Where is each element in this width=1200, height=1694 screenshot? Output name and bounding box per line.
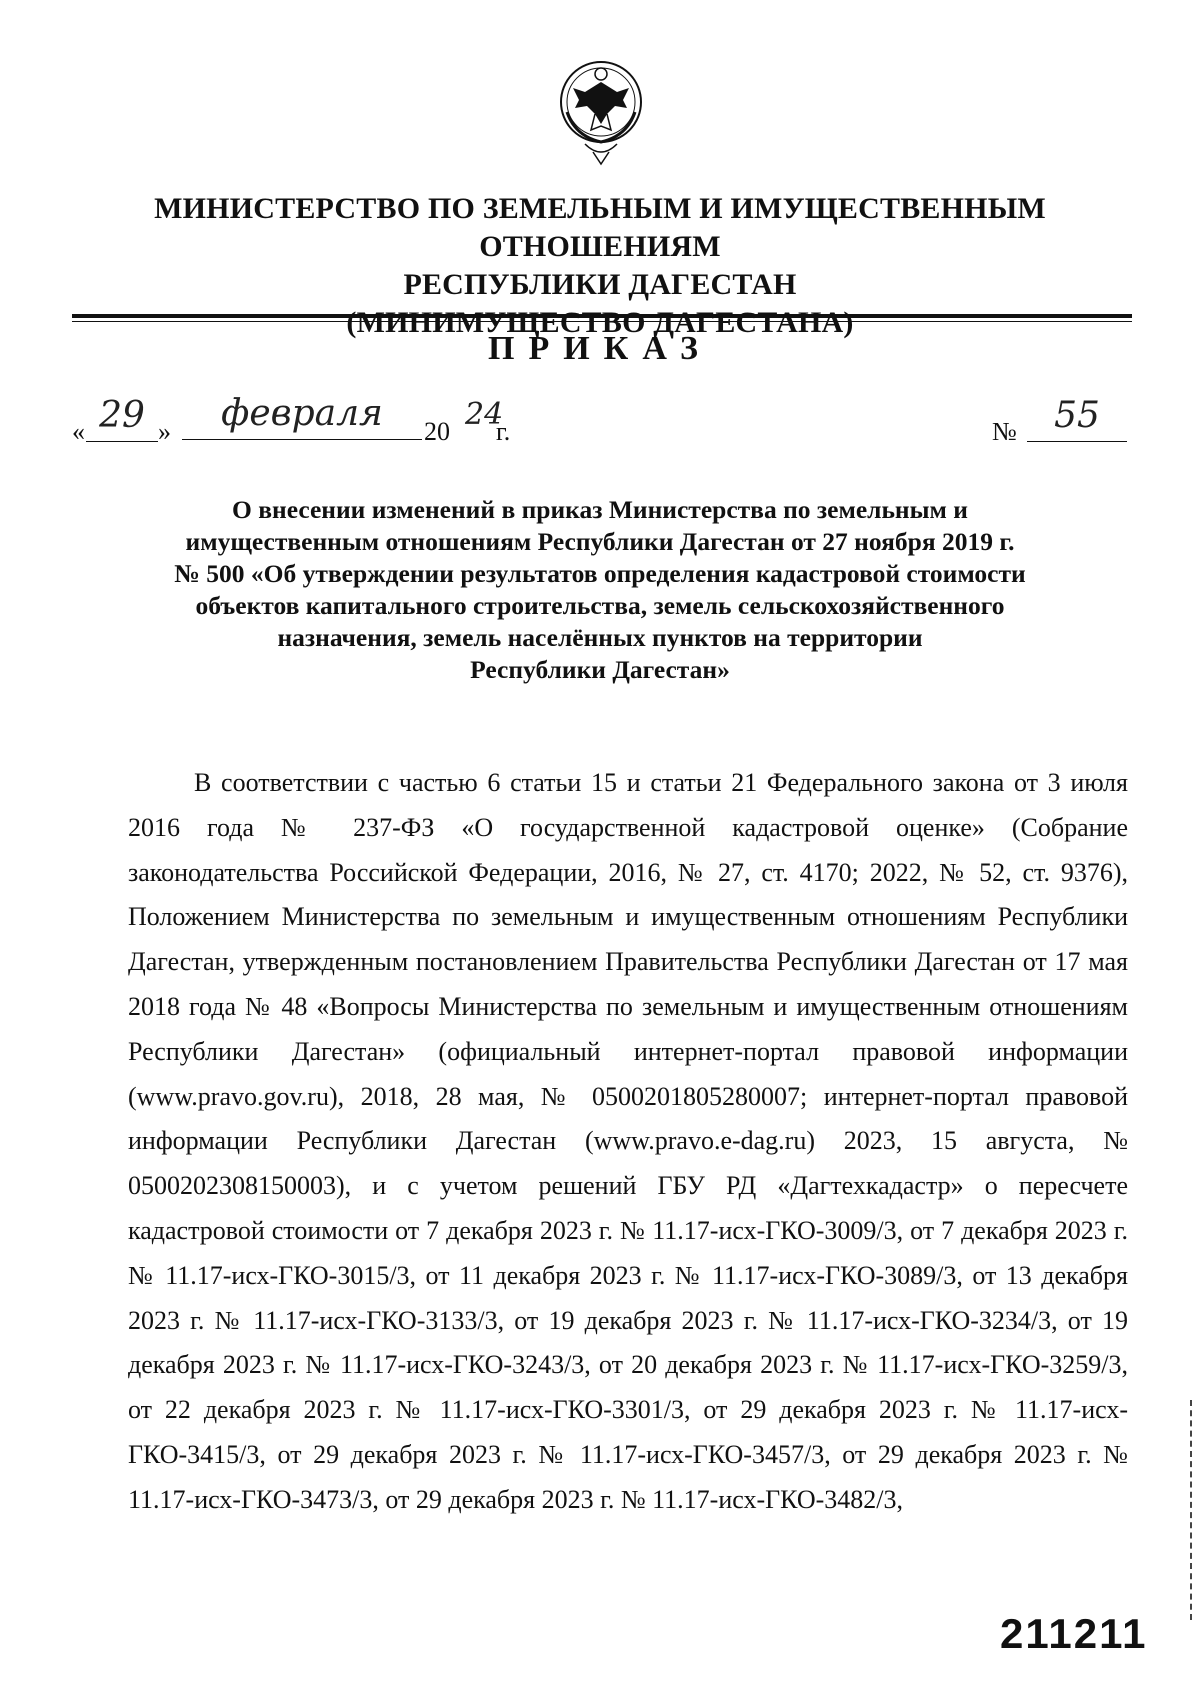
subject-line-4: объектов капитального строительства, земель сельскохозяйственного	[195, 591, 1005, 620]
ministry-name-line-1: МИНИСТЕРСТВО ПО ЗЕМЕЛЬНЫМ И ИМУЩЕСТВЕННЫМ ОТНОШЕНИЯМ	[154, 192, 1046, 263]
order-year-handwritten: 24	[465, 397, 504, 432]
order-year-abbrev: г.	[496, 417, 511, 446]
subject-line-3: № 500 «Об утверждении результатов определения кадастровой стоимости	[174, 559, 1026, 588]
ministry-name-line-2: РЕСПУБЛИКИ ДАГЕСТАН	[403, 268, 797, 301]
order-date-number-row	[72, 395, 1132, 455]
subject-line-1: О внесении изменений в приказ Министерства по земельным и	[232, 495, 968, 524]
date-quote-close: »	[158, 417, 171, 446]
ministry-short-name: (МИНИМУЩЕСТВО ДАГЕСТАНА)	[346, 306, 854, 339]
subject-line-5: назначения, земель населённых пунктов на территории	[277, 623, 923, 652]
header-rule-thick	[72, 314, 1132, 318]
header-rule-thin	[72, 321, 1132, 322]
order-number-handwritten: 55	[1027, 395, 1127, 442]
date-quote-open: «	[72, 417, 85, 446]
preamble-paragraph: В соответствии с частью 6 статьи 15 и статьи 21 Федерального закона от 3 июля 2016 года № 237-ФЗ «О государственной кадастровой оценке» (Собрание законодательства Российской Федерации, 2016, № 27, ст. 4170; 2022, № 52, ст. 9376), Положением Министерства по земельным и имущественным отношениям Республики Дагестан, утвержденным постановлением Правительства Республики Дагестан от 17 мая 2018 года № 48 «Вопросы Министерства по земельным и имущественным отношениям Республики Дагестан» (официальный интернет-портал правовой информации (www.pravo.gov.ru), 2018, 28 мая, № 0500201805280007; интернет-портал правовой информации Республики Дагестан (www.pravo.e-dag.ru) 2023, 15 августа, № 0500202308150003), и с учетом решений ГБУ РД «Дагтехкадастр» о пересчете кадастровой стоимости от 7 декабря 2023 г. № 11.17-исх-ГКО-3009/3, от 7 декабря 2023 г. № 11.17-исх-ГКО-3015/3, от 11 декабря 2023 г. № 11.17-исх-ГКО-3089/3, от 13 декабря 2023 г. № 11.17-исх-ГКО-3133/3, от 19 декабря 2023 г. № 11.17-исх-ГКО-3234/3, от 19 декабря 2023 г. № 11.17-исх-ГКО-3243/3, от 20 декабря 2023 г. № 11.17-исх-ГКО-3259/3, от 22 декабря 2023 г. № 11.17-исх-ГКО-3301/3, от 29 декабря 2023 г. № 11.17-исх-ГКО-3415/3, от 29 декабря 2023 г. № 11.17-исх-ГКО-3457/3, от 29 декабря 2023 г. № 11.17-исх-ГКО-3473/3, от 29 декабря 2023 г. № 11.17-исх-ГКО-3482/3,	[128, 768, 1128, 1514]
coat-of-arms-eagle-icon	[555, 52, 647, 170]
order-month-handwritten: февраля	[182, 393, 422, 440]
order-day-handwritten: 29	[86, 395, 158, 442]
ministry-header	[60, 190, 1140, 342]
subject-line-6: Республики Дагестан»	[470, 655, 730, 684]
order-number-label: №	[992, 417, 1017, 446]
order-year-prefix: 20	[424, 417, 450, 446]
order-subject	[120, 494, 1080, 686]
subject-line-2: имущественным отношениям Республики Дагестан от 27 ноября 2019 г.	[185, 527, 1015, 556]
scan-edge-mark	[1190, 1400, 1195, 1620]
order-title: ПРИКАЗ	[488, 330, 712, 367]
registration-stamp-number: 211211	[1000, 1610, 1148, 1657]
